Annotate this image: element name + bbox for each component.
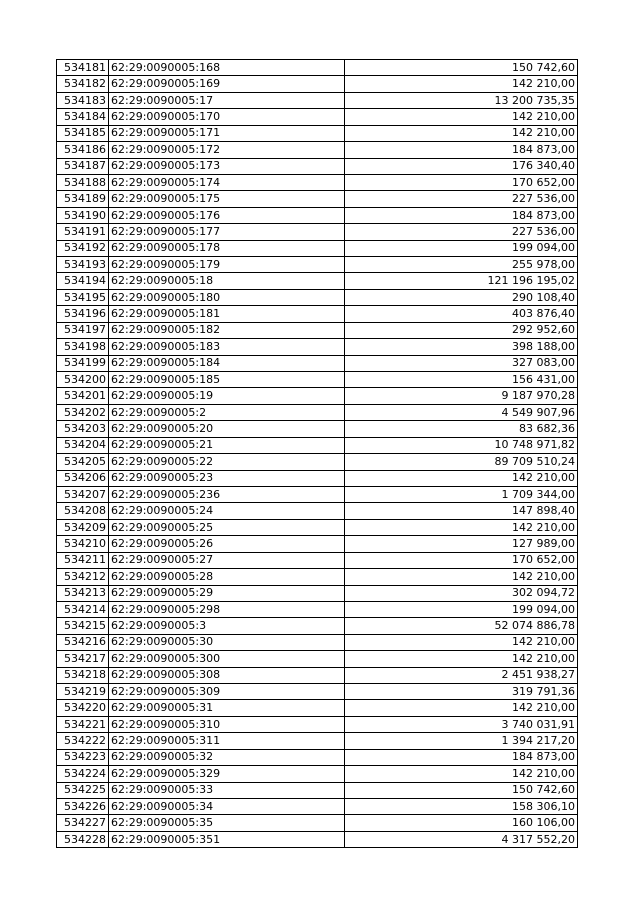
cadastral-number-cell: 62:29:0090005:184 <box>109 355 345 371</box>
cadastral-value-cell: 184 873,00 <box>345 749 578 765</box>
row-number-cell: 534224 <box>57 766 109 782</box>
table-row <box>57 585 578 601</box>
cadastral-number-cell: 62:29:0090005:2 <box>109 404 345 420</box>
cadastral-value-cell: 1 394 217,20 <box>345 733 578 749</box>
row-number-cell: 534202 <box>57 404 109 420</box>
cadastral-value-cell: 227 536,00 <box>345 191 578 207</box>
cadastral-value-cell: 83 682,36 <box>345 421 578 437</box>
row-number-cell: 534221 <box>57 716 109 732</box>
cadastral-value-table <box>56 59 578 848</box>
row-number-cell: 534196 <box>57 306 109 322</box>
row-number-cell: 534184 <box>57 109 109 125</box>
row-number-cell: 534183 <box>57 92 109 108</box>
cadastral-value-cell: 4 317 552,20 <box>345 831 578 847</box>
cadastral-number-cell: 62:29:0090005:309 <box>109 684 345 700</box>
row-number-cell: 534209 <box>57 519 109 535</box>
cadastral-value-cell: 292 952,60 <box>345 322 578 338</box>
table-row <box>57 536 578 552</box>
table-row <box>57 372 578 388</box>
cadastral-value-cell: 2 451 938,27 <box>345 667 578 683</box>
cadastral-number-cell: 62:29:0090005:29 <box>109 585 345 601</box>
table-row <box>57 733 578 749</box>
table-row <box>57 766 578 782</box>
cadastral-number-cell: 62:29:0090005:20 <box>109 421 345 437</box>
cadastral-number-cell: 62:29:0090005:300 <box>109 651 345 667</box>
cadastral-value-cell: 160 106,00 <box>345 815 578 831</box>
row-number-cell: 534193 <box>57 257 109 273</box>
table-row <box>57 684 578 700</box>
cadastral-value-cell: 142 210,00 <box>345 569 578 585</box>
table-row <box>57 92 578 108</box>
table-row <box>57 569 578 585</box>
row-number-cell: 534210 <box>57 536 109 552</box>
cadastral-value-cell: 398 188,00 <box>345 339 578 355</box>
table-row <box>57 651 578 667</box>
cadastral-number-cell: 62:29:0090005:183 <box>109 339 345 355</box>
row-number-cell: 534203 <box>57 421 109 437</box>
cadastral-number-cell: 62:29:0090005:351 <box>109 831 345 847</box>
row-number-cell: 534194 <box>57 273 109 289</box>
table-row <box>57 207 578 223</box>
table-row <box>57 257 578 273</box>
row-number-cell: 534197 <box>57 322 109 338</box>
table-row <box>57 174 578 190</box>
table-row <box>57 109 578 125</box>
cadastral-value-cell: 10 748 971,82 <box>345 437 578 453</box>
cadastral-number-cell: 62:29:0090005:28 <box>109 569 345 585</box>
row-number-cell: 534181 <box>57 60 109 76</box>
row-number-cell: 534211 <box>57 552 109 568</box>
cadastral-number-cell: 62:29:0090005:30 <box>109 634 345 650</box>
row-number-cell: 534217 <box>57 651 109 667</box>
table-row <box>57 158 578 174</box>
cadastral-number-cell: 62:29:0090005:172 <box>109 142 345 158</box>
cadastral-number-cell: 62:29:0090005:170 <box>109 109 345 125</box>
row-number-cell: 534195 <box>57 289 109 305</box>
cadastral-number-cell: 62:29:0090005:171 <box>109 125 345 141</box>
row-number-cell: 534212 <box>57 569 109 585</box>
table-row <box>57 240 578 256</box>
table-row <box>57 76 578 92</box>
table-row <box>57 289 578 305</box>
row-number-cell: 534186 <box>57 142 109 158</box>
cadastral-value-cell: 319 791,36 <box>345 684 578 700</box>
cadastral-number-cell: 62:29:0090005:173 <box>109 158 345 174</box>
cadastral-value-cell: 147 898,40 <box>345 503 578 519</box>
row-number-cell: 534185 <box>57 125 109 141</box>
cadastral-value-cell: 1 709 344,00 <box>345 486 578 502</box>
cadastral-value-cell: 142 210,00 <box>345 519 578 535</box>
cadastral-number-cell: 62:29:0090005:3 <box>109 618 345 634</box>
cadastral-number-cell: 62:29:0090005:180 <box>109 289 345 305</box>
cadastral-number-cell: 62:29:0090005:329 <box>109 766 345 782</box>
row-number-cell: 534198 <box>57 339 109 355</box>
table-row <box>57 306 578 322</box>
cadastral-value-cell: 142 210,00 <box>345 634 578 650</box>
table-row <box>57 404 578 420</box>
document-page <box>56 59 577 848</box>
cadastral-value-cell: 255 978,00 <box>345 257 578 273</box>
row-number-cell: 534206 <box>57 470 109 486</box>
cadastral-value-cell: 142 210,00 <box>345 766 578 782</box>
table-row <box>57 798 578 814</box>
cadastral-value-cell: 127 989,00 <box>345 536 578 552</box>
cadastral-number-cell: 62:29:0090005:27 <box>109 552 345 568</box>
row-number-cell: 534225 <box>57 782 109 798</box>
cadastral-number-cell: 62:29:0090005:169 <box>109 76 345 92</box>
cadastral-value-cell: 13 200 735,35 <box>345 92 578 108</box>
cadastral-number-cell: 62:29:0090005:18 <box>109 273 345 289</box>
cadastral-number-cell: 62:29:0090005:32 <box>109 749 345 765</box>
table-row <box>57 388 578 404</box>
table-row <box>57 667 578 683</box>
table-row <box>57 273 578 289</box>
cadastral-number-cell: 62:29:0090005:168 <box>109 60 345 76</box>
cadastral-number-cell: 62:29:0090005:31 <box>109 700 345 716</box>
cadastral-number-cell: 62:29:0090005:21 <box>109 437 345 453</box>
cadastral-number-cell: 62:29:0090005:176 <box>109 207 345 223</box>
table-row <box>57 142 578 158</box>
row-number-cell: 534182 <box>57 76 109 92</box>
cadastral-value-cell: 403 876,40 <box>345 306 578 322</box>
cadastral-number-cell: 62:29:0090005:185 <box>109 372 345 388</box>
cadastral-value-cell: 327 083,00 <box>345 355 578 371</box>
row-number-cell: 534218 <box>57 667 109 683</box>
cadastral-number-cell: 62:29:0090005:177 <box>109 224 345 240</box>
cadastral-number-cell: 62:29:0090005:236 <box>109 486 345 502</box>
row-number-cell: 534216 <box>57 634 109 650</box>
row-number-cell: 534222 <box>57 733 109 749</box>
row-number-cell: 534192 <box>57 240 109 256</box>
cadastral-value-cell: 89 709 510,24 <box>345 454 578 470</box>
cadastral-number-cell: 62:29:0090005:25 <box>109 519 345 535</box>
row-number-cell: 534191 <box>57 224 109 240</box>
table-row <box>57 322 578 338</box>
row-number-cell: 534188 <box>57 174 109 190</box>
table-row <box>57 421 578 437</box>
cadastral-number-cell: 62:29:0090005:310 <box>109 716 345 732</box>
cadastral-number-cell: 62:29:0090005:34 <box>109 798 345 814</box>
row-number-cell: 534190 <box>57 207 109 223</box>
cadastral-number-cell: 62:29:0090005:311 <box>109 733 345 749</box>
cadastral-value-cell: 158 306,10 <box>345 798 578 814</box>
table-row <box>57 831 578 847</box>
table-row <box>57 601 578 617</box>
row-number-cell: 534189 <box>57 191 109 207</box>
row-number-cell: 534204 <box>57 437 109 453</box>
cadastral-number-cell: 62:29:0090005:179 <box>109 257 345 273</box>
cadastral-number-cell: 62:29:0090005:35 <box>109 815 345 831</box>
cadastral-value-cell: 199 094,00 <box>345 601 578 617</box>
cadastral-value-cell: 9 187 970,28 <box>345 388 578 404</box>
cadastral-number-cell: 62:29:0090005:19 <box>109 388 345 404</box>
table-row <box>57 815 578 831</box>
cadastral-number-cell: 62:29:0090005:33 <box>109 782 345 798</box>
row-number-cell: 534207 <box>57 486 109 502</box>
cadastral-number-cell: 62:29:0090005:26 <box>109 536 345 552</box>
table-row <box>57 716 578 732</box>
cadastral-number-cell: 62:29:0090005:181 <box>109 306 345 322</box>
table-row <box>57 700 578 716</box>
row-number-cell: 534214 <box>57 601 109 617</box>
table-row <box>57 125 578 141</box>
table-row <box>57 782 578 798</box>
cadastral-value-cell: 176 340,40 <box>345 158 578 174</box>
table-row <box>57 552 578 568</box>
row-number-cell: 534205 <box>57 454 109 470</box>
row-number-cell: 534187 <box>57 158 109 174</box>
table-row <box>57 470 578 486</box>
row-number-cell: 534227 <box>57 815 109 831</box>
row-number-cell: 534226 <box>57 798 109 814</box>
cadastral-number-cell: 62:29:0090005:174 <box>109 174 345 190</box>
row-number-cell: 534228 <box>57 831 109 847</box>
cadastral-number-cell: 62:29:0090005:298 <box>109 601 345 617</box>
cadastral-value-cell: 184 873,00 <box>345 207 578 223</box>
row-number-cell: 534223 <box>57 749 109 765</box>
table-row <box>57 749 578 765</box>
cadastral-value-cell: 150 742,60 <box>345 782 578 798</box>
table-row <box>57 519 578 535</box>
cadastral-number-cell: 62:29:0090005:175 <box>109 191 345 207</box>
cadastral-value-cell: 302 094,72 <box>345 585 578 601</box>
cadastral-value-cell: 142 210,00 <box>345 109 578 125</box>
table-row <box>57 191 578 207</box>
table-row <box>57 224 578 240</box>
cadastral-value-cell: 227 536,00 <box>345 224 578 240</box>
cadastral-value-cell: 3 740 031,91 <box>345 716 578 732</box>
row-number-cell: 534219 <box>57 684 109 700</box>
table-body <box>57 60 578 848</box>
cadastral-value-cell: 121 196 195,02 <box>345 273 578 289</box>
cadastral-value-cell: 199 094,00 <box>345 240 578 256</box>
cadastral-value-cell: 52 074 886,78 <box>345 618 578 634</box>
table-row <box>57 339 578 355</box>
row-number-cell: 534200 <box>57 372 109 388</box>
cadastral-number-cell: 62:29:0090005:17 <box>109 92 345 108</box>
cadastral-number-cell: 62:29:0090005:308 <box>109 667 345 683</box>
table-row <box>57 486 578 502</box>
cadastral-value-cell: 150 742,60 <box>345 60 578 76</box>
cadastral-value-cell: 290 108,40 <box>345 289 578 305</box>
row-number-cell: 534215 <box>57 618 109 634</box>
cadastral-value-cell: 170 652,00 <box>345 552 578 568</box>
cadastral-number-cell: 62:29:0090005:24 <box>109 503 345 519</box>
table-row <box>57 454 578 470</box>
cadastral-value-cell: 184 873,00 <box>345 142 578 158</box>
row-number-cell: 534208 <box>57 503 109 519</box>
cadastral-number-cell: 62:29:0090005:23 <box>109 470 345 486</box>
table-row <box>57 60 578 76</box>
table-row <box>57 618 578 634</box>
row-number-cell: 534213 <box>57 585 109 601</box>
table-row <box>57 634 578 650</box>
cadastral-number-cell: 62:29:0090005:178 <box>109 240 345 256</box>
cadastral-value-cell: 4 549 907,96 <box>345 404 578 420</box>
row-number-cell: 534220 <box>57 700 109 716</box>
cadastral-value-cell: 142 210,00 <box>345 125 578 141</box>
cadastral-value-cell: 170 652,00 <box>345 174 578 190</box>
cadastral-number-cell: 62:29:0090005:182 <box>109 322 345 338</box>
table-row <box>57 503 578 519</box>
cadastral-value-cell: 142 210,00 <box>345 700 578 716</box>
cadastral-value-cell: 142 210,00 <box>345 470 578 486</box>
row-number-cell: 534199 <box>57 355 109 371</box>
cadastral-value-cell: 142 210,00 <box>345 76 578 92</box>
cadastral-number-cell: 62:29:0090005:22 <box>109 454 345 470</box>
cadastral-value-cell: 142 210,00 <box>345 651 578 667</box>
row-number-cell: 534201 <box>57 388 109 404</box>
cadastral-value-cell: 156 431,00 <box>345 372 578 388</box>
table-row <box>57 437 578 453</box>
table-row <box>57 355 578 371</box>
